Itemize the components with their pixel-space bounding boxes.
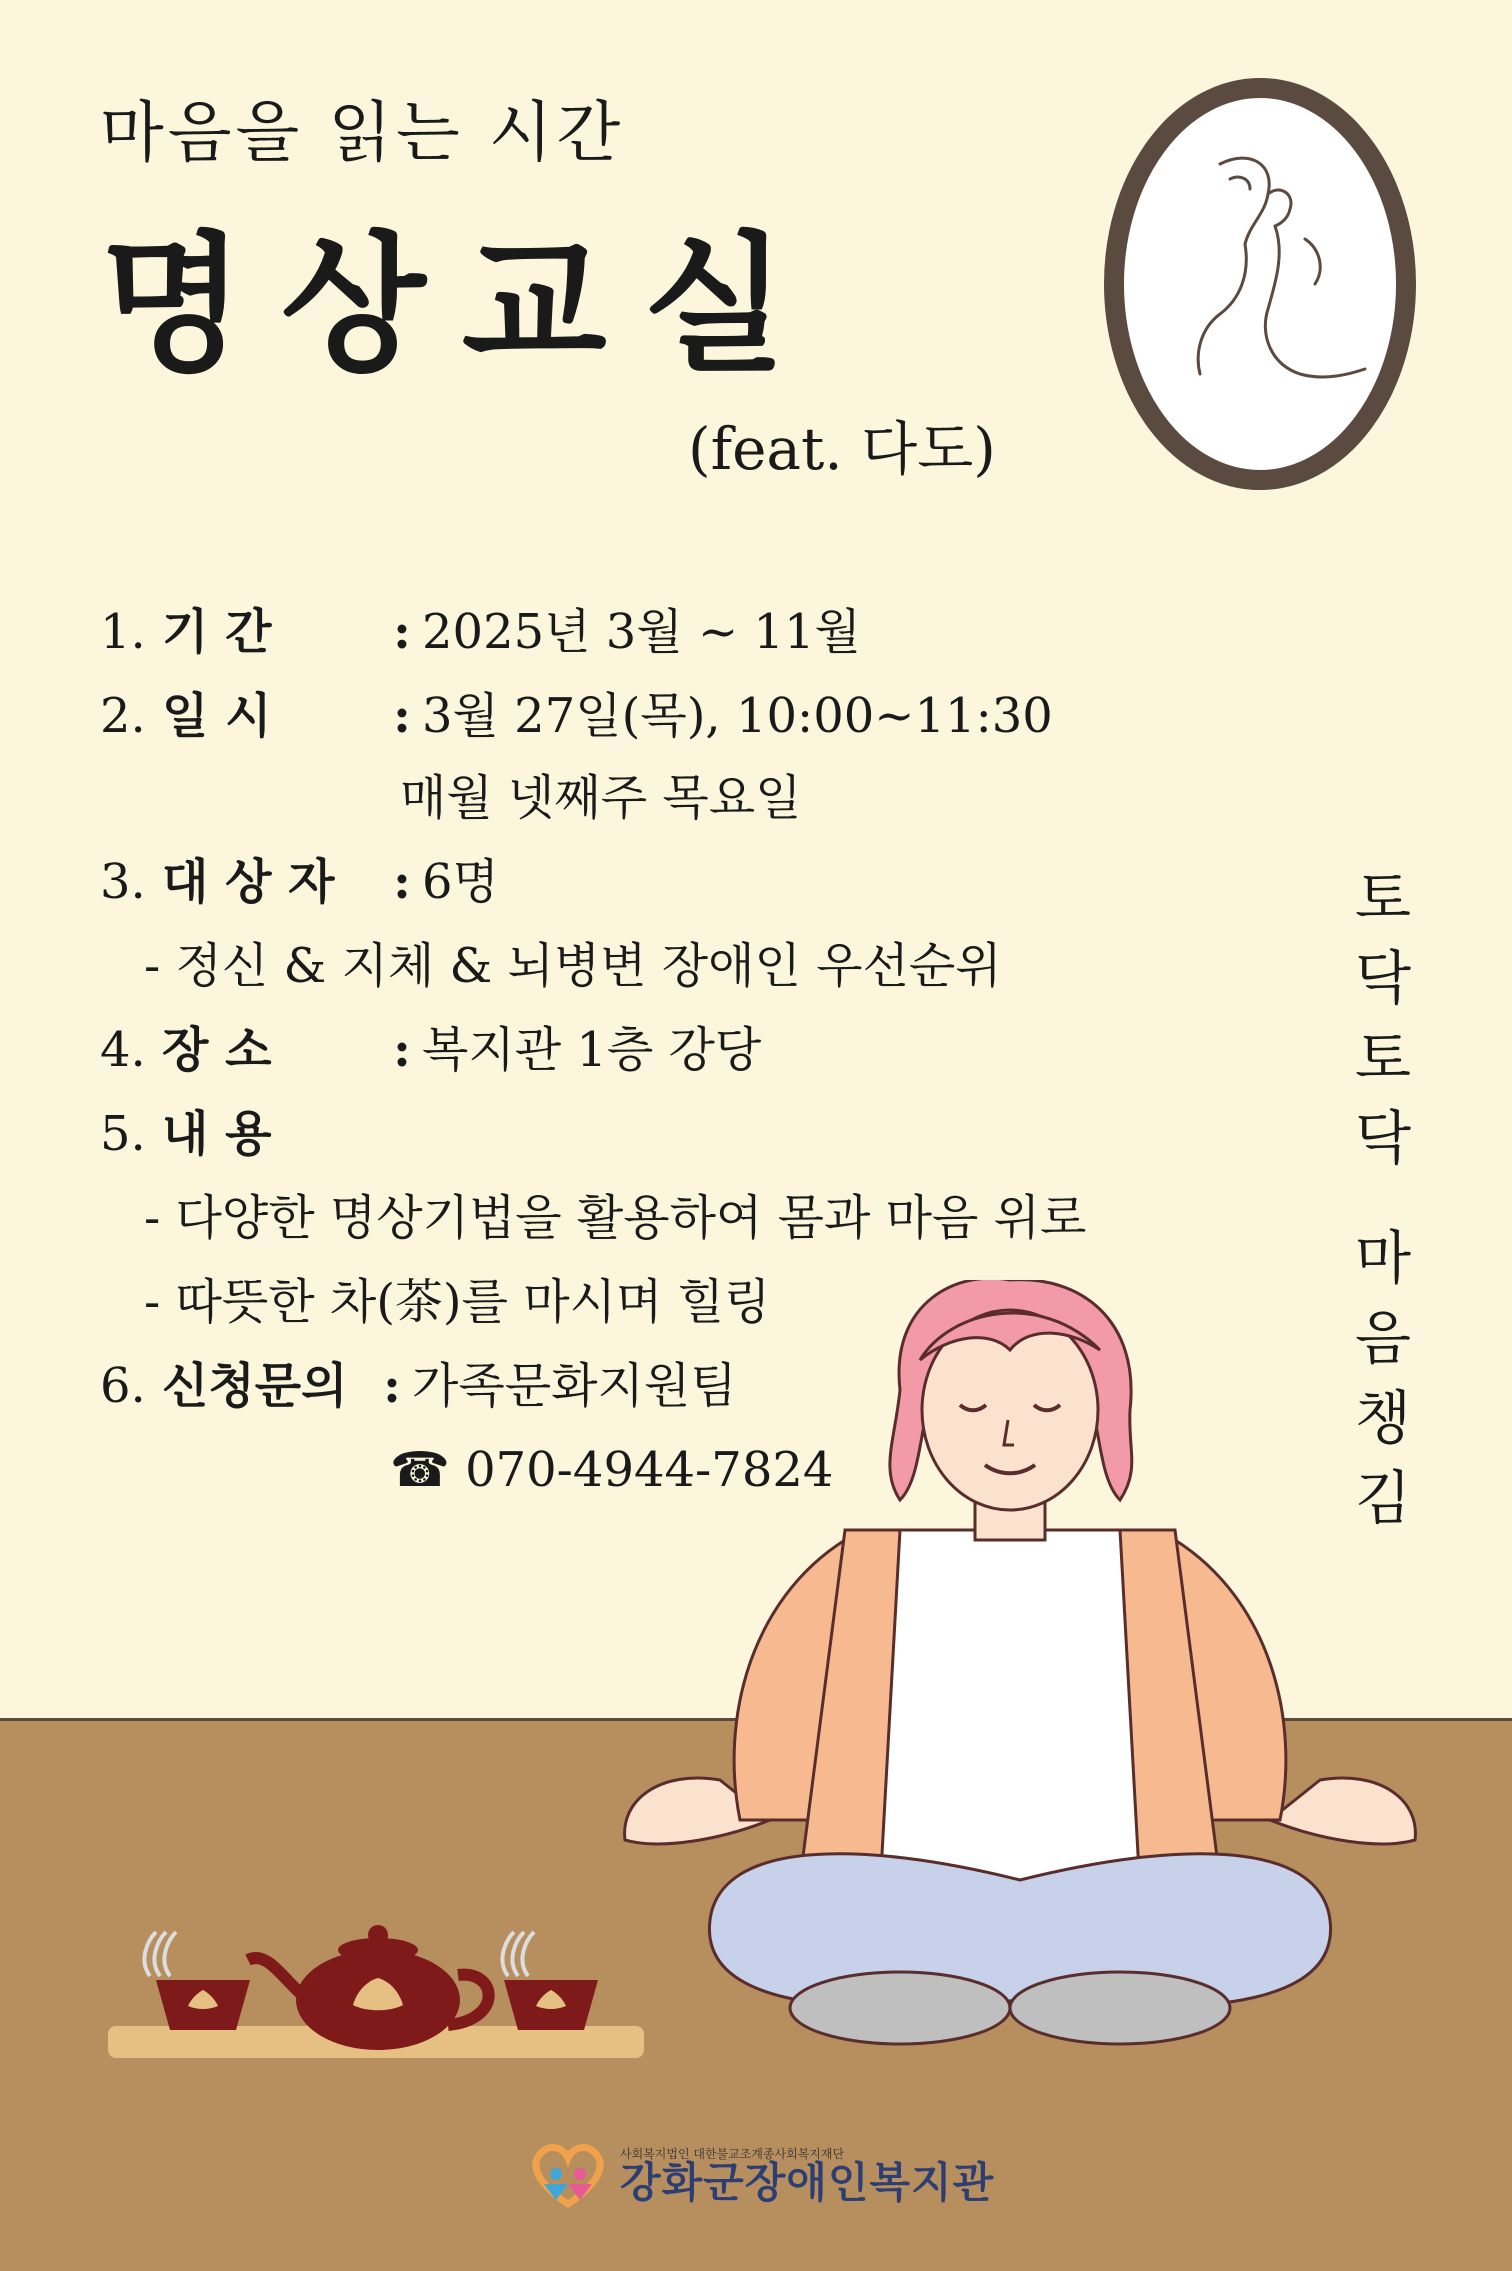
vertical-char: 닥 xyxy=(1354,1104,1412,1172)
teacup-right-icon xyxy=(502,1932,598,2030)
info-num: 3. xyxy=(100,854,146,910)
vertical-char: 음 xyxy=(1354,1304,1412,1372)
info-value-inquiry: 가족문화지원팀 xyxy=(412,1358,737,1414)
info-num: 5. xyxy=(100,1106,146,1162)
left-foot xyxy=(790,1972,1010,2044)
info-num: 4. xyxy=(100,1022,146,1078)
info-colon: : xyxy=(393,1022,411,1078)
info-row-datetime xyxy=(100,688,1053,748)
info-label-inquiry: 신청문의 xyxy=(162,1358,348,1414)
teacup-left-icon xyxy=(144,1932,250,2030)
info-row-target xyxy=(100,854,499,914)
info-value-place: 복지관 1층 강당 xyxy=(422,1022,762,1078)
info-label-period: 기 간 xyxy=(162,604,272,660)
logo-small-text: 사회복지법인 대한불교조계종사회복지재단 xyxy=(620,2146,845,2161)
page-title: 명상교실 xyxy=(100,217,824,393)
info-label-target: 대 상 자 xyxy=(162,854,335,910)
vertical-char: 닥 xyxy=(1354,944,1412,1012)
info-label-content: 내 용 xyxy=(162,1106,272,1162)
info-num: 1. xyxy=(100,604,146,660)
mirror-silhouette-icon xyxy=(1100,74,1420,494)
vertical-char: 토 xyxy=(1354,1024,1412,1092)
info-value-period: 2025년 3월 ~ 11월 xyxy=(422,604,861,660)
info-label-place: 장 소 xyxy=(162,1022,272,1078)
info-num: 6. xyxy=(100,1358,146,1414)
info-num: 2. xyxy=(100,688,146,744)
info-row-place xyxy=(100,1022,762,1082)
info-colon: : xyxy=(393,688,411,744)
logo-name: 강화군장애인복지관 xyxy=(620,2158,995,2208)
meditating-woman-illustration xyxy=(600,1280,1440,2110)
info-label-datetime: 일 시 xyxy=(162,688,272,744)
teaset-illustration xyxy=(108,1880,648,2060)
page-subtitle: 마음을 읽는 시간 xyxy=(100,94,625,171)
info-sub-datetime: 매월 넷째주 목요일 xyxy=(400,770,802,826)
info-value-target: 6명 xyxy=(422,854,499,910)
page-feat: (feat. 다도) xyxy=(688,415,996,483)
phone-number: 070-4944-7824 xyxy=(465,1442,834,1498)
right-hand xyxy=(1270,1778,1415,1844)
info-colon: : xyxy=(393,854,411,910)
info-colon: : xyxy=(393,604,411,660)
vertical-char: 김 xyxy=(1354,1464,1412,1532)
vertical-gap xyxy=(1348,1178,1418,1218)
info-row-period xyxy=(100,604,861,664)
vertical-char: 챙 xyxy=(1354,1384,1412,1452)
info-content-item: - 따뜻한 차(茶)를 마시며 힐링 xyxy=(144,1274,771,1330)
organization-logo xyxy=(528,2140,994,2212)
info-value-datetime: 3월 27일(목), 10:00~11:30 xyxy=(422,688,1053,744)
phone-icon: ☎ xyxy=(390,1442,450,1498)
info-colon: : xyxy=(383,1358,401,1414)
info-content-item: - 다양한 명상기법을 활용하여 몸과 마음 위로 xyxy=(144,1190,1087,1246)
info-row-content xyxy=(100,1106,382,1166)
info-sub-target: - 정신 & 지체 & 뇌병변 장애인 우선순위 xyxy=(144,938,1002,994)
right-foot xyxy=(1010,1972,1230,2044)
heart-family-icon xyxy=(528,2140,608,2212)
vertical-char: 마 xyxy=(1354,1224,1412,1292)
vertical-char: 토 xyxy=(1354,864,1412,932)
